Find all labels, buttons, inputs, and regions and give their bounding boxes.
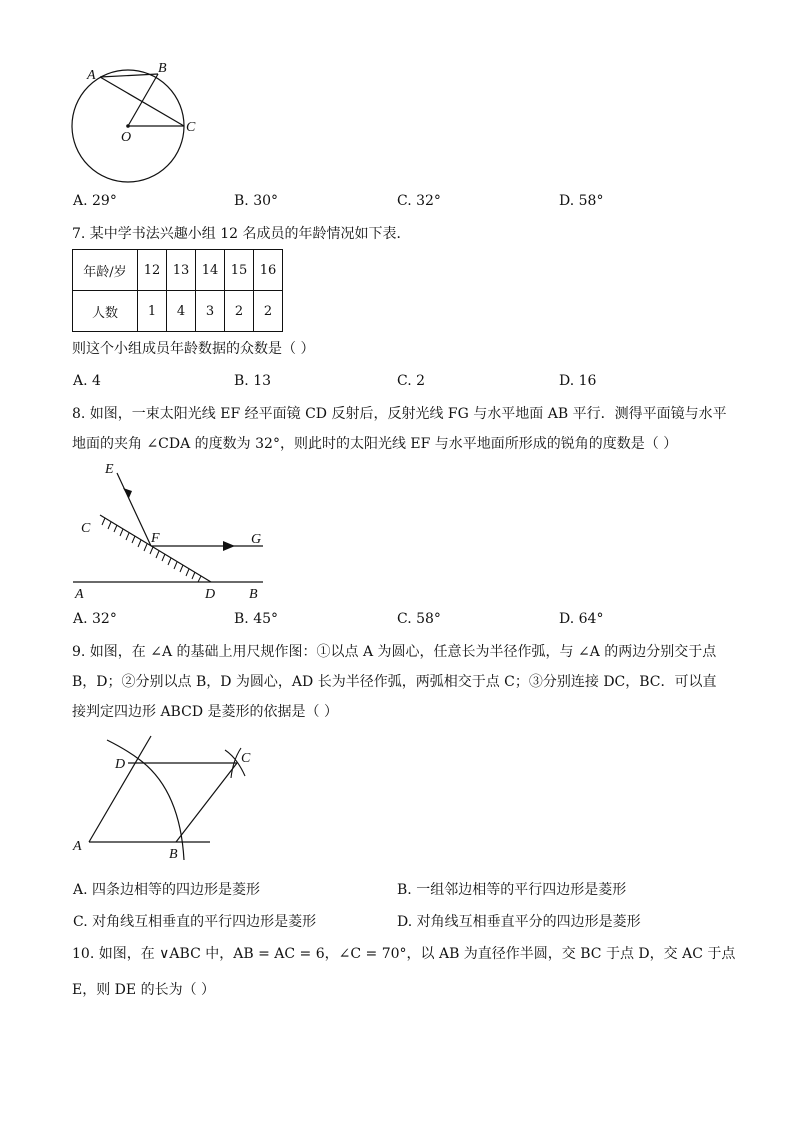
label-b: B: [169, 847, 178, 862]
label-f: F: [151, 531, 160, 546]
q7-option-d[interactable]: D. 16: [559, 373, 597, 389]
mirror-figure: [65, 458, 275, 603]
q8-line-1: 8. 如图，一束太阳光线 EF 经平面镜 CD 反射后，反射光线 FG 与水平地面 AB 平行．测得平面镜与水平: [72, 406, 727, 422]
label-a: A: [75, 587, 84, 602]
arrow-fg: [223, 541, 235, 551]
q6-option-a[interactable]: A. 29°: [73, 193, 117, 209]
mirror-hatching: [102, 518, 201, 582]
table-cell: 4: [167, 291, 196, 332]
q8-option-b[interactable]: B. 45°: [234, 611, 279, 627]
q9-option-d[interactable]: D. 对角线互相垂直平分的四边形是菱形: [397, 914, 641, 930]
q6-option-c[interactable]: C. 32°: [397, 193, 441, 209]
label-c: C: [241, 751, 251, 766]
table-cell: 12: [138, 250, 167, 291]
q9-option-b[interactable]: B. 一组邻边相等的平行四边形是菱形: [397, 882, 627, 898]
table-header-count: 人数: [73, 291, 138, 332]
q6-option-d[interactable]: D. 58°: [559, 193, 604, 209]
table-cell: 1: [138, 291, 167, 332]
label-a: A: [87, 68, 96, 83]
label-d: D: [115, 757, 126, 772]
q8-option-c[interactable]: C. 58°: [397, 611, 441, 627]
q7-option-c[interactable]: C. 2: [397, 373, 426, 389]
circle-figure: [60, 55, 210, 185]
q9-line-3: 接判定四边形 ABCD 是菱形的依据是（ ）: [72, 704, 338, 720]
q8-option-d[interactable]: D. 64°: [559, 611, 604, 627]
chord-ab: [100, 74, 158, 77]
rhombus-figure: [65, 730, 265, 870]
q7-option-b[interactable]: B. 13: [234, 373, 272, 389]
q10-line-2: E，则 DE 的长为（ ）: [72, 982, 216, 998]
q9-option-c[interactable]: C. 对角线互相垂直的平行四边形是菱形: [73, 914, 317, 930]
side-bc: [176, 763, 237, 842]
table-cell: 2: [254, 291, 283, 332]
q9-line-1: 9. 如图，在 ∠A 的基础上用尺规作图：①以点 A 为圆心，任意长为半径作弧，与 ∠A 的两边分别交于点: [72, 644, 717, 660]
q10-line-1: 10. 如图，在 ∨ABC 中，AB = AC = 6，∠C = 70°，以 AB 为直径作半圆，交 BC 于点 D，交 AC 于点: [72, 946, 736, 962]
label-c: C: [186, 120, 196, 135]
ray-ad: [89, 736, 151, 842]
age-table: [72, 249, 283, 332]
table-cell: 13: [167, 250, 196, 291]
table-cell: 14: [196, 250, 225, 291]
label-o: O: [121, 130, 132, 145]
q8-option-a[interactable]: A. 32°: [73, 611, 117, 627]
q9-line-2: B，D；②分别以点 B，D 为圆心，AD 长为半径作弧，两弧相交于点 C；③分别连接 DC，BC．可以直: [72, 674, 717, 690]
label-d: D: [205, 587, 216, 602]
label-g: G: [251, 532, 262, 547]
q8-line-2: 地面的夹角 ∠CDA 的度数为 32°，则此时的太阳光线 EF 与水平地面所形成的锐角的度数是（ ）: [72, 436, 678, 452]
table-row: [73, 250, 283, 291]
q6-option-b[interactable]: B. 30°: [234, 193, 279, 209]
q7-question: 则这个小组成员年龄数据的众数是（ ）: [72, 341, 315, 357]
segment-ob: [128, 74, 158, 126]
table-cell: 15: [225, 250, 254, 291]
label-e: E: [105, 462, 114, 477]
label-b: B: [158, 61, 167, 76]
label-c: C: [81, 521, 91, 536]
q7-stem: 7. 某中学书法兴趣小组 12 名成员的年龄情况如下表．: [72, 226, 411, 242]
table-row: [73, 291, 283, 332]
center-dot: [126, 124, 130, 128]
label-a: A: [73, 839, 82, 854]
label-b: B: [249, 587, 258, 602]
table-cell: 16: [254, 250, 283, 291]
q9-option-a[interactable]: A. 四条边相等的四边形是菱形: [73, 882, 261, 898]
table-header-age: 年龄/岁: [73, 250, 138, 291]
table-cell: 3: [196, 291, 225, 332]
q7-option-a[interactable]: A. 4: [73, 373, 101, 389]
table-cell: 2: [225, 291, 254, 332]
